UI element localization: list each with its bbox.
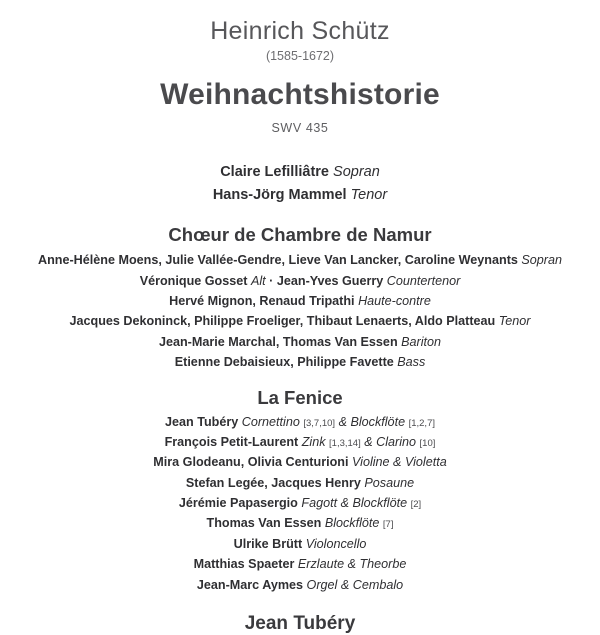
performer-names: Mira Glodeanu, Olivia Centurioni xyxy=(153,455,349,470)
orchestra-row xyxy=(10,554,590,574)
performer-track-refs: [7] xyxy=(382,519,394,531)
performer-role: Blockflöte xyxy=(324,516,380,531)
soloist-role: Sopran xyxy=(333,164,380,181)
performer-role: Fagott & Blockflöte xyxy=(301,496,408,511)
performer-track-refs: [2] xyxy=(410,499,422,511)
performer-names: Matthias Spaeter xyxy=(193,557,295,572)
performer-role: Violoncello xyxy=(305,536,367,551)
performer-names: Anne-Hélène Moens, Julie Vallée-Gendre, Lieve Van Lancker, Caroline Weynants xyxy=(37,253,518,268)
performer-role: Cornettino xyxy=(241,414,300,429)
soloists-section xyxy=(10,161,590,206)
role-separator: & xyxy=(364,434,373,449)
choir-section xyxy=(10,224,590,372)
performer-role: Bass xyxy=(397,355,426,370)
performer-role: Blockflöte xyxy=(350,414,406,429)
orchestra-row xyxy=(10,513,590,533)
choir-row xyxy=(10,311,590,331)
performer-names: Jean-Marie Marchal, Thomas Van Essen xyxy=(158,334,398,349)
soloist-role: Tenor xyxy=(350,186,388,203)
soloist-name: Hans-Jörg Mammel xyxy=(212,186,347,203)
performer-track-refs: [3,7,10] xyxy=(303,417,336,429)
orchestra-row xyxy=(10,534,590,554)
orchestra-row xyxy=(10,493,590,513)
performer-names: Véronique Gosset xyxy=(139,273,248,288)
performer-role: Haute-contre xyxy=(358,293,431,308)
orchestra-row xyxy=(10,432,590,452)
choir-row xyxy=(10,271,590,291)
orchestra-row xyxy=(10,412,590,432)
performer-names: Jean Tubéry xyxy=(164,414,239,429)
separator-dot: · xyxy=(269,273,274,288)
performer-role: Countertenor xyxy=(386,273,461,288)
performer-role: Zink xyxy=(301,434,326,449)
performer-names: Jean-Yves Guerry xyxy=(276,273,384,288)
performer-names: Thomas Van Essen xyxy=(206,516,322,531)
performer-role: Tenor xyxy=(498,314,531,329)
performer-names: Jacques Dekoninck, Philippe Froeliger, Thibaut Lenaerts, Aldo Platteau xyxy=(69,314,496,329)
performer-names: Hervé Mignon, Renaud Tripathi xyxy=(169,293,355,308)
performer-role: Bariton xyxy=(401,334,442,349)
soloist-row xyxy=(10,161,590,183)
work-title: Weihnachtshistorie xyxy=(160,78,440,112)
orchestra-row xyxy=(10,575,590,595)
performer-names: Etienne Debaisieux, Philippe Favette xyxy=(174,355,394,370)
soloist-row xyxy=(10,184,590,206)
catalog-number: SWV 435 xyxy=(271,121,329,136)
orchestra-name: La Fenice xyxy=(257,386,343,408)
orchestra-section xyxy=(10,387,590,596)
choir-row xyxy=(10,352,590,372)
performer-role: Clarino xyxy=(376,434,417,449)
performer-names: Stefan Legée, Jacques Henry xyxy=(185,475,361,490)
performer-track-refs: [10] xyxy=(419,437,436,449)
performer-names: François Petit-Laurent xyxy=(164,434,299,449)
choir-row xyxy=(10,291,590,311)
choir-row xyxy=(10,250,590,270)
performer-names: Jérémie Papasergio xyxy=(178,496,298,511)
performer-track-refs: [1,3,14] xyxy=(329,437,361,449)
soloist-name: Claire Lefilliâtre xyxy=(220,164,329,181)
performer-role: Alt xyxy=(250,273,266,288)
performer-role: Sopran xyxy=(521,253,563,268)
choir-row xyxy=(10,332,590,352)
performer-names: Jean-Marc Aymes xyxy=(196,577,304,592)
performer-role: Violine & Violetta xyxy=(351,455,447,470)
orchestra-row xyxy=(10,452,590,472)
role-separator: & xyxy=(338,414,347,429)
choir-name: Chœur de Chambre de Namur xyxy=(168,224,432,246)
performer-role: Posaune xyxy=(364,475,415,490)
composer-dates: (1585-1672) xyxy=(265,49,335,64)
performer-role: Orgel & Cembalo xyxy=(306,577,404,592)
performer-track-refs: [1,2,7] xyxy=(408,417,435,429)
conductor-name: Jean Tubéry xyxy=(244,613,356,635)
performer-role: Erzlaute & Theorbe xyxy=(297,557,407,572)
orchestra-row xyxy=(10,473,590,493)
composer-name: Heinrich Schütz xyxy=(210,17,390,45)
performer-names: Ulrike Brütt xyxy=(233,536,303,551)
